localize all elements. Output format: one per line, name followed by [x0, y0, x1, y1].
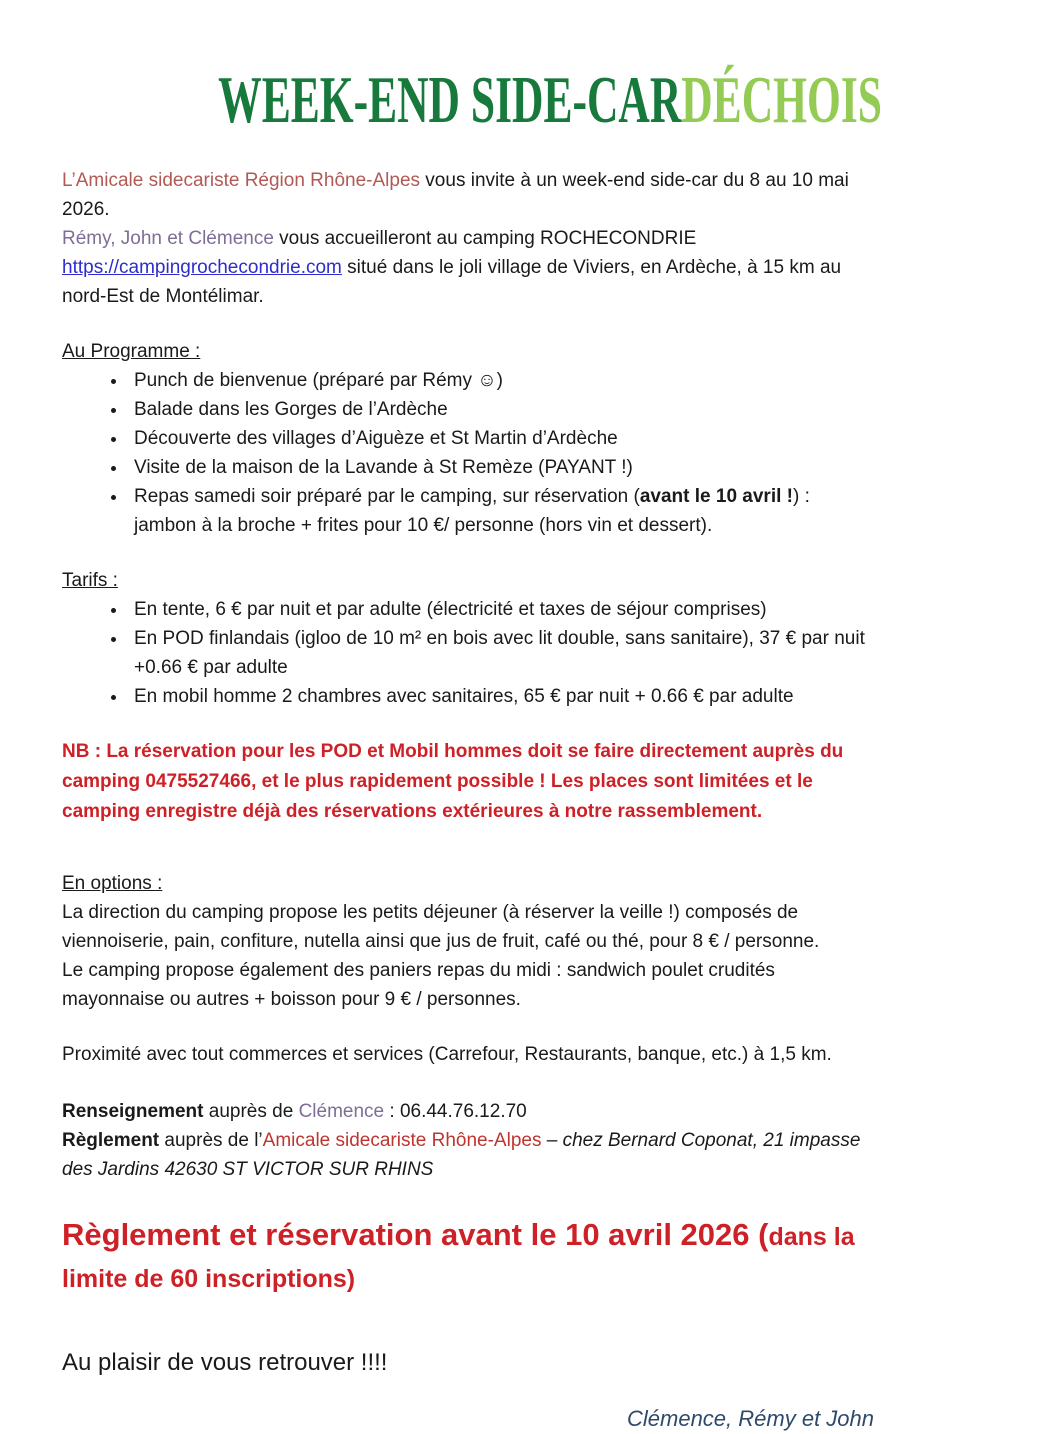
- renseignement-name: Clémence: [298, 1101, 385, 1122]
- closing-line: Au plaisir de vous retrouver !!!!: [62, 1349, 388, 1376]
- programme-item: • Punch de bienvenue (préparé par Rémy ☺): [128, 366, 874, 395]
- hosts-names: Rémy, John et Clémence: [62, 228, 274, 249]
- programme-item-repas: [128, 482, 874, 540]
- title-part-light: DÉCHOIS: [681, 62, 882, 137]
- contact-block: [62, 1097, 874, 1184]
- proximity-paragraph: Proximité avec tout commerces et services (Carrefour, Restaurants, banque, etc.) à 1,5 km.: [62, 1044, 832, 1065]
- tarif-item: • En POD finlandais (igloo de 10 m² en bois avec lit double, sans sanitaire), 37 € par nuit +0.66 € par adulte: [128, 624, 874, 682]
- repas-text-pre: Repas samedi soir préparé par le camping, sur réservation (: [134, 486, 640, 507]
- title-part-dark: WEEK-END SIDE-CAR: [218, 62, 682, 137]
- repas-text-post: ) : jambon à la broche + frites pour 10 €/ personne (hors vin et dessert).: [134, 486, 810, 536]
- intro-accueil-text: vous accueilleront au camping ROCHECONDRIE: [273, 228, 697, 249]
- reglement-mid: auprès de l’: [159, 1130, 263, 1151]
- reglement-dash: –: [541, 1130, 563, 1151]
- options-paragraph-1: La direction du camping propose les petits déjeuner (à réserver la veille !) composés de viennoiserie, pain, confiture, nutella ainsi que jus de fruit, café ou thé, pour 8 € / personne.: [62, 902, 820, 952]
- reglement-address: chez Bernard Coponat, 21 impasse des Jardins 42630 ST VICTOR SUR RHINS: [62, 1130, 861, 1180]
- programme-item: • Visite de la maison de la Lavande à St Remèze (PAYANT !): [128, 453, 874, 482]
- reglement-label: Règlement: [62, 1130, 160, 1151]
- repas-deadline-bold: avant le 10 avril !: [639, 486, 793, 507]
- renseignement-mid: auprès de: [203, 1101, 299, 1122]
- renseignement-phone: : 06.44.76.12.70: [384, 1101, 527, 1122]
- programme-item: • Découverte des villages d’Aiguèze et St Martin d’Ardèche: [128, 424, 874, 453]
- deadline-line-1: [62, 1216, 874, 1260]
- options-heading: En options :: [62, 873, 163, 894]
- association-name: L’Amicale sidecariste Région Rhône-Alpes: [62, 170, 421, 191]
- reglement-association: Amicale sidecariste Rhône-Alpes: [262, 1130, 542, 1151]
- tarifs-heading: Tarifs :: [62, 570, 118, 591]
- page-title: [62, 62, 882, 137]
- intro-invite-text: vous invite à un week-end side-car du 8 au 10 mai 2026.: [62, 170, 849, 220]
- camping-link[interactable]: https://campingrochecondrie.com: [62, 257, 342, 278]
- renseignement-label: Renseignement: [62, 1101, 204, 1122]
- tarif-item: • En tente, 6 € par nuit et par adulte (électricité et taxes de séjour comprises): [128, 595, 874, 624]
- programme-list: [62, 366, 874, 540]
- intro-location-text: situé dans le joli village de Viviers, en Ardèche, à 15 km au nord-Est de Montélimar.: [62, 257, 842, 307]
- deadline-heading: [62, 1216, 874, 1302]
- options-paragraph-2: Le camping propose également des paniers repas du midi : sandwich poulet crudités mayonnaise ou autres + boisson pour 9 € / personnes.: [62, 960, 775, 1010]
- intro-paragraph: [62, 166, 874, 311]
- deadline-small-text-2: limite de 60 inscriptions): [62, 1265, 356, 1293]
- deadline-small-text-1: dans la: [768, 1223, 855, 1251]
- tarif-item: • En mobil homme 2 chambres avec sanitaires, 65 € par nuit + 0.66 € par adulte: [128, 682, 874, 711]
- deadline-main-text: Règlement et réservation avant le 10 avril 2026 (: [62, 1217, 769, 1252]
- programme-heading: Au Programme :: [62, 341, 201, 362]
- deadline-line-2: [62, 1260, 874, 1302]
- signature: Clémence, Rémy et John: [627, 1406, 874, 1431]
- tarifs-list: [62, 595, 874, 711]
- programme-item: • Balade dans les Gorges de l’Ardèche: [128, 395, 874, 424]
- nb-warning: NB : La réservation pour les POD et Mobil hommes doit se faire directement auprès du camping 0475527466, et le plus rapidement possible ! Les places sont limitées et le camping enregistre déjà des réservations extérieures à notre rassemblement.: [62, 741, 844, 822]
